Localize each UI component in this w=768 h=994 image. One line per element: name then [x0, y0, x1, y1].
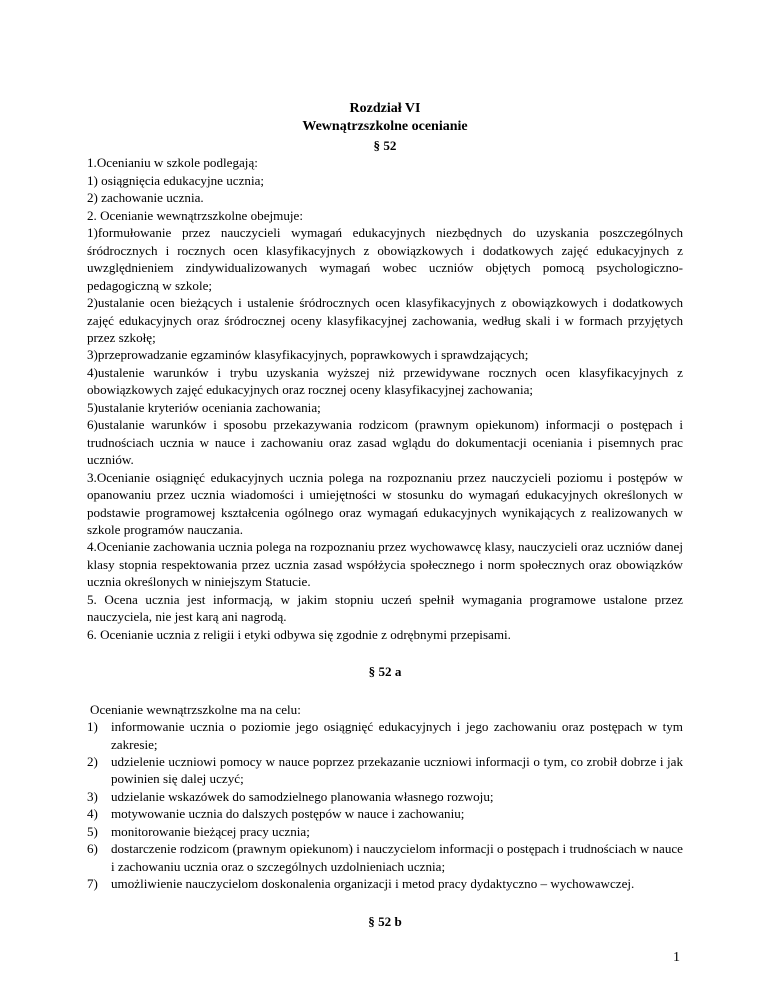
- section-52-line: 1) osiągnięcia edukacyjne ucznia;: [87, 172, 265, 188]
- list-item-number: 6): [87, 841, 98, 857]
- section-52-line: 4)ustalenie warunków i trybu uzyskania wyższej niż przewidywane rocznych ocen klasyfikacyjnych z obowiązkowych zajęć edukacyjnych oraz rocznej oceny klasyfikacyjnej zachowania;: [87, 364, 683, 398]
- list-item: [87, 753, 683, 788]
- section-52a-intro: Ocenianie wewnątrzszkolne ma na celu:: [90, 701, 301, 717]
- section-52-line: 5)ustalanie kryteriów oceniania zachowania;: [87, 399, 321, 415]
- section-52-line: 2)ustalanie ocen bieżących i ustalenie śródrocznych ocen klasyfikacyjnych z obowiązkowych i dodatkowych zajęć edukacyjnych oraz śródrocznej oceny klasyfikacyjnej zachowania, według skali i w formach przyjętych przez szkołę;: [87, 295, 683, 345]
- section-52-line: 1.Ocenianiu w szkole podlegają:: [87, 155, 258, 171]
- section-52-line: 2) zachowanie ucznia.: [87, 190, 204, 206]
- section-52-line: 3.Ocenianie osiągnięć edukacyjnych ucznia polega na rozpoznaniu przez nauczycieli poziomu i postępów w opanowaniu przez ucznia wiadomości i umiejętności w stosunku do wymagań edukacyjnych określonych w podstawie programowej kształcenia ogólnego oraz wymagań edukacyjnych wynikających z realizowanych w szkole programów nauczania.: [87, 469, 683, 537]
- list-item-number: 5): [87, 823, 98, 839]
- list-item-text: udzielanie wskazówek do samodzielnego planowania własnego rozwoju;: [111, 788, 494, 804]
- section-52a-label: § 52 a: [368, 664, 402, 680]
- list-item-number: 2): [87, 753, 98, 769]
- spacer: [87, 681, 683, 701]
- list-item-text: udzielenie uczniowi pomocy w nauce poprzez przekazanie uczniowi informacji o tym, co zrobił dobrze i jak powinien się dalej uczyć;: [111, 753, 683, 787]
- list-item-text: umożliwienie nauczycielom doskonalenia organizacji i metod pracy dydaktyczno – wychowawczej.: [111, 876, 635, 892]
- list-item-number: 7): [87, 876, 98, 892]
- list-item: [87, 805, 683, 822]
- list-item-text: dostarczenie rodzicom (prawnym opiekunom) i nauczycielom informacji o postępach i trudnościach w nauce i zachowaniu ucznia oraz o szczególnych uzdolnieniach ucznia;: [111, 841, 683, 874]
- section-52b-label: § 52 b: [368, 913, 402, 929]
- document-page: [87, 100, 683, 930]
- spacer: [87, 643, 683, 663]
- list-item-text: monitorowanie bieżącej pracy ucznia;: [111, 823, 310, 839]
- section-52-label: § 52: [373, 138, 397, 153]
- list-item: [87, 823, 683, 840]
- list-item: [87, 840, 683, 875]
- list-item-text: motywowanie ucznia do dalszych postępów w nauce i zachowaniu;: [111, 806, 465, 822]
- list-item-number: 4): [87, 806, 98, 822]
- section-52-line: 6. Ocenianie ucznia z religii i etyki odbywa się zgodnie z odrębnymi przepisami.: [87, 626, 511, 642]
- list-item: [87, 718, 683, 753]
- section-52-line: 2. Ocenianie wewnątrzszkolne obejmuje:: [87, 207, 303, 223]
- chapter-title: Wewnątrzszkolne ocenianie: [302, 119, 468, 134]
- page-number: 1: [673, 950, 680, 965]
- section-52-line: 3)przeprowadzanie egzaminów klasyfikacyjnych, poprawkowych i sprawdzających;: [87, 347, 529, 363]
- list-item-number: 1): [87, 719, 98, 735]
- list-item-text: informowanie ucznia o poziomie jego osiągnięć edukacyjnych i jego zachowaniu oraz postępach w tym zakresie;: [111, 719, 683, 752]
- spacer: [87, 893, 683, 913]
- list-item: [87, 788, 683, 805]
- section-52-line: 5. Ocena ucznia jest informacją, w jakim stopniu uczeń spełnił wymagania programowe ustalone przez nauczyciela, nie jest karą ani nagrodą.: [87, 591, 683, 625]
- section-52-line: 1)formułowanie przez nauczycieli wymagań edukacyjnych niezbędnych do uzyskania poszczególnych śródrocznych i rocznych ocen klasyfikacyjnych z obowiązkowych i dodatkowych zajęć edukacyjnych z uwzględnieniem zindywidualizowanych wymagań wobec uczniów objętych pomocą psychologiczno-pedagogiczną w szkole;: [87, 225, 683, 293]
- list-item-number: 3): [87, 788, 98, 804]
- chapter-number: Rozdział VI: [349, 101, 421, 116]
- section-52-line: 6)ustalanie warunków i sposobu przekazywania rodzicom (prawnym opiekunom) informacji o postępach i trudnościach ucznia w nauce i zachowaniu oraz zasad wglądu do dokumentacji oceniania i pisemnych prac uczniów.: [87, 417, 683, 468]
- section-52-line: 4.Ocenianie zachowania ucznia polega na rozpoznaniu przez wychowawcę klasy, nauczycieli oraz uczniów danej klasy stopnia respektowania przez ucznia zasad współżycia społecznego i norm społecznych oraz obowiązków ucznia określonych w niniejszym Statucie.: [87, 539, 683, 590]
- list-item: [87, 875, 683, 892]
